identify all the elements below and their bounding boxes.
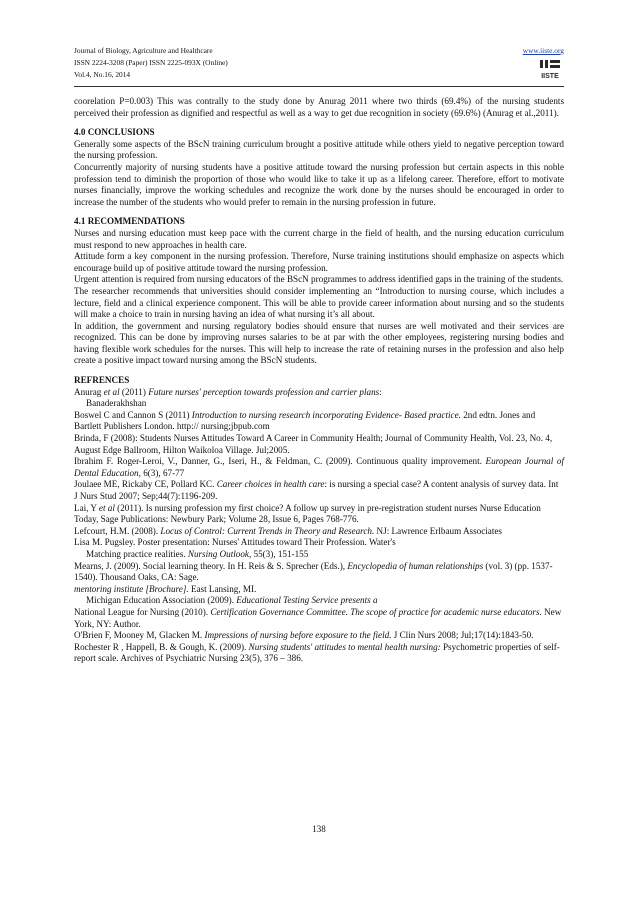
reference-item: mentoring institute [Brochure]. East Lansing, MI. [74, 583, 257, 594]
recommendations-heading: 4.1 RECOMMENDATIONS [74, 216, 185, 227]
journal-issn: ISSN 2224-3208 (Paper) ISSN 2225-093X (Online) [74, 58, 228, 67]
journal-header [74, 45, 564, 81]
reference-item: Lai, Y et al (2011). Is nursing profession my first choice? A follow up survey in pre-registration student nurses Nurse Education Today, Sage Publications: Newbury Park; Volume 28, Issue 6, Pages 768-776. [74, 502, 541, 525]
reference-item: O'Brien F, Mooney M, Glacken M. Impressions of nursing before exposure to the field. J Clin Nurs 2008; Jul;17(14):1843-50. [74, 630, 534, 641]
reference-item: National League for Nursing (2010). Certification Governance Committee. The scope of practice for academic nurse educators. New York, NY: Author. [74, 606, 562, 629]
logo-text: IISTE [541, 73, 559, 80]
article-body [74, 96, 564, 665]
recommendations-paragraph: In addition, the government and nursing regulatory bodies should ensure that nurses are well motivated and their services are recognized. This can be done by improving nurses salaries to be at par with the other employees, registering nursing bodies and having flexible work schedules for the nurses. This will help to increase the rate of retaining nurses in the profession and also help create a positive impact toward nursing among the BScN students. [74, 320, 564, 366]
intro-paragraph: coorelation P=0.003) This was contrally to the study done by Anurag 2011 where two thirds (69.4%) of the nursing students perceived their profession as dignified and respectful as well as a way to get due recognition in society (69.6%) (Anurag et al.,2011). [74, 96, 564, 118]
reference-item: Joulaee ME, Rickaby CE, Pollard KC. Career choices in health care: is nursing a special case? A content analysis of survey data. Int J Nurs Stud 2007; Sep;44(7):1196-209. [74, 479, 559, 501]
reference-item: Brinda, F (2008): Students Nurses Attitudes Toward A Career in Community Health; Journal of Community Health, Vol. 23, No. 4, August Edge Ballroom, Hilton Waikoloa Village. Jul;2005. [74, 433, 553, 455]
iiste-logo-icon [538, 59, 562, 81]
recommendations-paragraph: Attitude form a key component in the nursing profession. Therefore, Nurse training institutions should emphasize on aspects which encourage build up of positive attitude toward the nursing profession. [74, 251, 564, 273]
reference-item: Rochester R , Happell, B. & Gough, K. (2009). Nursing students' attitudes to mental health nursing: Psychometric properties of self-report scale. Archives of Psychiatric Nursing 23(5), 376 – 386. [74, 641, 560, 664]
reference-item: Banaderakhshan [86, 398, 147, 409]
journal-volume: Vol.4, No.16, 2014 [74, 70, 131, 79]
conclusions-paragraph: Generally some aspects of the BScN training curriculum brought a positive attitude while others yield to negative perception toward the nursing profession. [74, 138, 564, 161]
references-heading: REFRENCES [74, 375, 130, 386]
page-number: 138 [312, 824, 326, 834]
reference-item: Matching practice realities. Nursing Outlook, 55(3), 151-155 [86, 548, 309, 559]
reference-item: Boswel C and Cannon S (2011) Introduction to nursing research incorporating Evidence- Based practice. 2nd edtn. Jones and Bartlett Publishers London. http:// nursing;jbpub.com [74, 409, 536, 432]
journal-url-link[interactable]: www.iiste.org [522, 46, 564, 55]
reference-item: Lefcourt, H.M. (2008). Locus of Control: Current Trends in Theory and Research. NJ: Lawrence Erlbaum Associates [74, 525, 502, 536]
journal-title: Journal of Biology, Agriculture and Healthcare [74, 46, 213, 55]
conclusions-paragraph: Concurrently majority of nursing students have a positive attitude toward the nursing profession but certain aspects in this noble profession tend to diminish the proportion of those who would like to take it up as a lifelong career. Therefore, effort to motivate nurses financially, improve the working schedules and recognize the work done by the nurses should be encouraged in order to increase the number of the students who would prefer to remain in the nursing profession in future. [74, 161, 564, 207]
reference-item: Ibrahim F. Roger-Leroi, V., Danner, G., Iseri, H., & Feldman, C. (2009). Continuous quality improvement. European Journal of Dental Education, 6(3), 67-77 [74, 456, 564, 478]
reference-item: Lisa M. Pugsley. Poster presentation: Nurses' Attitudes toward Their Profession. Water's [74, 537, 396, 548]
recommendations-paragraph: Urgent attention is required from nursing educators of the BScN programmes to address identified gaps in the training of the students. [74, 274, 564, 285]
reference-item: Michigan Education Association (2009). Educational Testing Service presents a [86, 595, 378, 606]
conclusions-heading: 4.0 CONCLUSIONS [74, 127, 155, 138]
reference-item: Anurag et al (2011) Future nurses' perception towards profession and carrier plans: [74, 386, 382, 397]
reference-item: Mearns, J. (2009). Social learning theory. In H. Reis & S. Sprecher (Eds.), Encyclopedia of human relationships (vol. 3) (pp. 1537-1540). Thousand Oaks, CA: Sage. [74, 560, 553, 583]
recommendations-paragraph: Nurses and nursing education must keep pace with the current charge in the field of health, and the nursing education curriculum must respond to new approaches in health care. [74, 227, 564, 250]
header-divider [74, 86, 564, 87]
recommendations-paragraph: The researcher recommends that universities should consider implementing an “Introduction to nursing course, which includes a lecture, field and a clinical experience component. This will be able to provide career information about nursing and so the students will make a choice to train in nursing having an idea of what nursing it’s all about. [74, 285, 564, 320]
